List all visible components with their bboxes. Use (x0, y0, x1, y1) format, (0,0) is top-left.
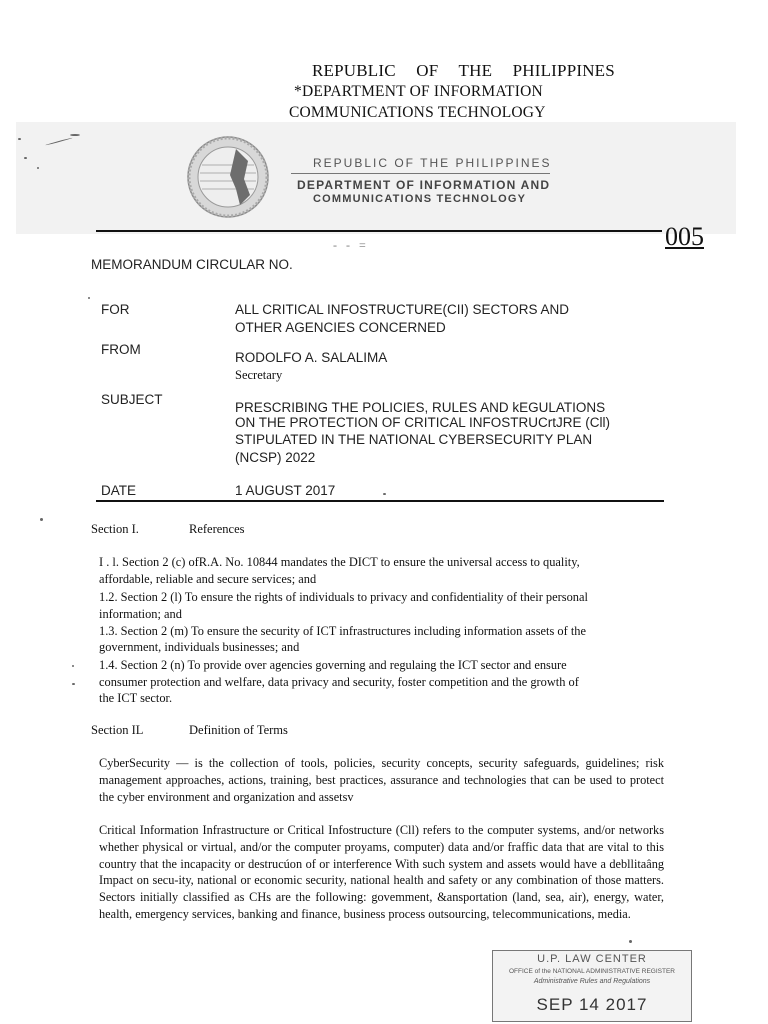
header-republic: REPUBLIC OF THE PHILIPPINES (312, 61, 615, 80)
subject-label: SUBJECT (101, 392, 163, 407)
header-communications: COMMUNICATIONS TECHNOLOGY (289, 104, 546, 121)
for-value-line1: ALL CRITICAL INFOSTRUCTURE(CII) SECTORS AND (235, 302, 570, 317)
letterhead-republic: REPUBLIC OF THE PHILIPPINES (313, 156, 552, 170)
from-label: FROM (101, 342, 141, 357)
dict-seal-icon (186, 135, 270, 224)
section1-label: Section I. (91, 522, 139, 536)
ref-line: 1.2. Section 2 (l) To ensure the rights of individuals to privacy and confidentiality of their personal (99, 590, 588, 604)
for-value-line2: OTHER AGENCIES CONCERNED (235, 320, 446, 335)
from-title: Secretary (235, 368, 283, 382)
cii-definition: Critical Information Infrastructure or Critical Infostructure (Cll) refers to the computer systems, and/or networks whether physical or virtual, and/or the computer proyams, computer) data and/or fraffic data that are vital to this country that the incapacity or destrucúon of or interference With such system and assets would have a debllitaâng Impact on secu-ity, national or economic security, national health and safety or any combination of those matters. Sectors initially classified as CHs are the following: govemment, &ansportation (land, sea, air), energy, water, health, emergency services, banking and finance, business process outsourcing, telecommunications, media. (99, 823, 664, 921)
stamp-line1: U.P. LAW CENTER (537, 953, 647, 965)
stamp-date: SEP 14 2017 (536, 995, 648, 1014)
date-value: 1 AUGUST 2017 (235, 483, 336, 498)
header-department: *DEPARTMENT OF INFORMATION (294, 83, 543, 100)
stamp-line3: Administrative Rules and Regulations (533, 978, 651, 985)
ref-line: the ICT sector. (99, 691, 173, 705)
subject-line4: (NCSP) 2022 (235, 450, 316, 465)
law-center-stamp (492, 950, 692, 1022)
ref-line: I . l. Section 2 (c) ofR.A. No. 10844 mandates the DICT to ensure the universal access to quality, (99, 555, 580, 569)
subject-line1: PRESCRIBING THE POLICIES, RULES AND kEGULATIONS (235, 400, 606, 415)
memo-circular-label: MEMORANDUM CIRCULAR NO. (91, 257, 293, 272)
subject-line2: ON THE PROTECTION OF CRITICAL INFOSTRUCrtJRE (Cll) (235, 415, 611, 430)
ref-line: government, individuals businesses; and (99, 640, 300, 654)
date-label: DATE (101, 483, 137, 498)
ref-line: information; and (99, 607, 182, 621)
section2-title: Definition of Terms (189, 723, 288, 737)
for-label: FOR (101, 302, 130, 317)
subject-line3: STIPULATED IN THE NATIONAL CYBERSECURITY PLAN (235, 432, 593, 447)
ref-line: consumer protection and welfare, data privacy and security, foster competition and the growth of (99, 675, 579, 689)
stamp-line2: OFFICE of the NATIONAL ADMINISTRATIVE REGISTER (508, 968, 676, 975)
ref-line: affordable, reliable and secure services; and (99, 572, 317, 586)
letterhead-communications: COMMUNICATIONS TECHNOLOGY (313, 193, 527, 205)
ref-line: 1.4. Section 2 (n) To provide over agencies governing and regulaing the ICT sector and ensure (99, 658, 567, 672)
memo-rule (96, 500, 664, 502)
ref-line: 1.3. Section 2 (m) To ensure the security of ICT infrastructures including information assets of the (99, 624, 586, 638)
circular-number: 005 (665, 222, 704, 251)
cybersecurity-definition: CyberSecurity — is the collection of tools, policies, security concepts, security safeguards, guidelines; risk management approaches, actions, training, best practices, assurance and technologies that can be used to protect the cyber environment and organization and assetsv (99, 756, 664, 804)
letterhead-department: DEPARTMENT OF INFORMATION AND (297, 178, 551, 192)
from-name: RODOLFO A. SALALIMA (235, 350, 388, 365)
header-rule (96, 230, 662, 232)
section2-label: Section IL (91, 723, 144, 737)
section1-title: References (189, 522, 245, 536)
